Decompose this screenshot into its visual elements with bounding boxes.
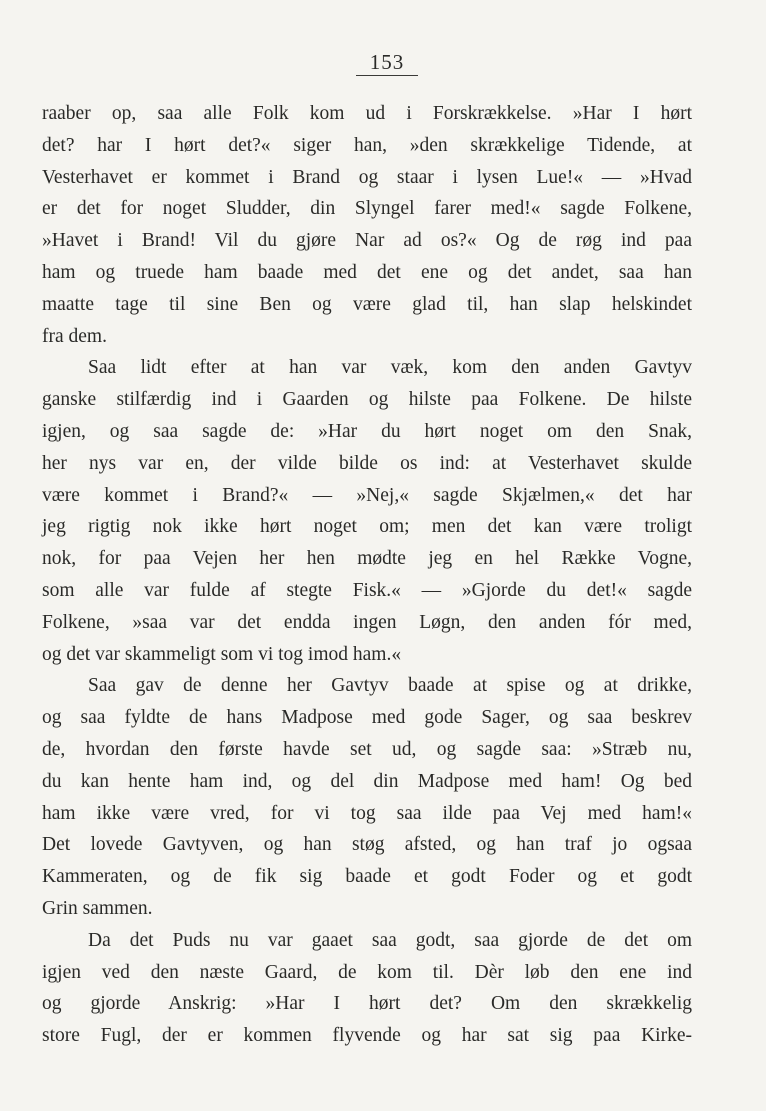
paragraph-start-line: Saa gav de denne her Gavtyv baade at spise og at drikke, — [88, 675, 692, 697]
text-line: »Havet i Brand! Vil du gjøre Nar ad os?« Og de røg ind paa — [42, 230, 692, 252]
text-line: de, hvordan den første havde set ud, og sagde saa: »Stræb nu, — [42, 738, 692, 760]
text-line: maatte tage til sine Ben og være glad til, han slap helskindet — [42, 293, 692, 315]
text-line: og gjorde Anskrig: »Har I hørt det? Om den skrækkelig — [42, 993, 692, 1015]
text-line: raaber op, saa alle Folk kom ud i Forskrækkelse. »Har I hørt — [42, 103, 692, 124]
paragraph-end-line: Grin sammen. — [42, 897, 153, 919]
text-line: Det lovede Gavtyven, og han støg afsted, og han traf jo ogsaa — [42, 834, 692, 856]
text-line: Vesterhavet er kommet i Brand og staar i lysen Lue!« — »Hvad — [42, 166, 692, 188]
paragraph-start-line: Da det Puds nu var gaaet saa godt, saa gjorde de det om — [88, 929, 692, 951]
paragraph-start-line: Saa lidt efter at han var væk, kom den anden Gavtyv — [88, 357, 692, 379]
text-line: igjen ved den næste Gaard, de kom til. Dèr løb den ene ind — [42, 961, 692, 983]
text-line: her nys var en, der vilde bilde os ind: at Vesterhavet skulde — [42, 452, 692, 474]
text-line: er det for noget Sludder, din Slyngel farer med!« sagde Folkene, — [42, 198, 692, 220]
paragraph-end-line: fra dem. — [42, 325, 107, 347]
text-line: jeg rigtig nok ikke hørt noget om; men det kan være troligt — [42, 516, 692, 538]
text-line: ganske stilfærdig ind i Gaarden og hilste paa Folkene. De hilste — [42, 389, 692, 411]
paragraph-end-line: og det var skammeligt som vi tog imod ham.« — [42, 643, 402, 665]
page-number: 153 — [356, 50, 419, 76]
text-line: ham ikke være vred, for vi tog saa ilde paa Vej med ham!« — [42, 802, 692, 824]
text-line: Kammeraten, og de fik sig baade et godt Foder og et godt — [42, 866, 692, 888]
text-line: du kan hente ham ind, og del din Madpose med ham! Og bed — [42, 770, 692, 792]
text-line: være kommet i Brand?« — »Nej,« sagde Skjælmen,« det har — [42, 484, 692, 506]
text-line: og saa fyldte de hans Madpose med gode Sager, og saa beskrev — [42, 707, 692, 729]
text-line: igjen, og saa sagde de: »Har du hørt noget om den Snak, — [42, 420, 692, 442]
page-number-container — [0, 50, 766, 76]
text-line: nok, for paa Vejen her hen mødte jeg en hel Række Vogne, — [42, 548, 692, 570]
text-line: det? har I hørt det?« siger han, »den skrækkelige Tidende, at — [42, 134, 692, 156]
text-line: som alle var fulde af stegte Fisk.« — »Gjorde du det!« sagde — [42, 579, 692, 601]
text-line: Folkene, »saa var det endda ingen Løgn, den anden fór med, — [42, 611, 692, 633]
text-line: store Fugl, der er kommen flyvende og har sat sig paa Kirke- — [42, 1025, 692, 1047]
body-text — [42, 98, 692, 1052]
text-line: ham og truede ham baade med det ene og det andet, saa han — [42, 261, 692, 283]
